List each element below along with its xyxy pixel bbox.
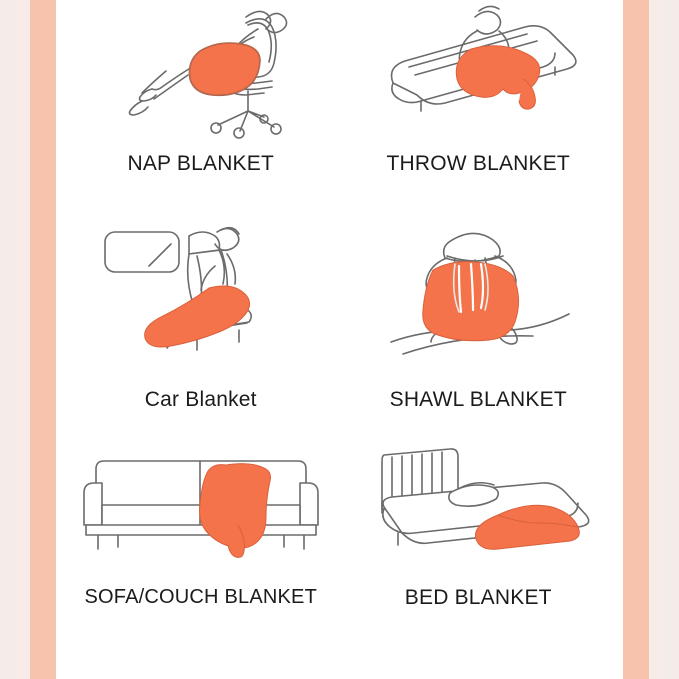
left-decorative-band	[30, 0, 56, 679]
blanket-item-throw	[340, 4, 618, 226]
blanket-label: SOFA/COUCH BLANKET	[84, 586, 318, 609]
blanket-types-grid	[56, 0, 623, 679]
blanket-item-nap	[62, 4, 340, 226]
blanket-item-car	[62, 226, 340, 448]
right-decorative-band	[623, 0, 649, 679]
blanket-item-bed	[340, 447, 618, 669]
blanket-label: Car Blanket	[144, 387, 257, 411]
blanket-item-sofa	[62, 447, 340, 669]
blanket-types-card	[56, 0, 623, 679]
blanket-label: BED BLANKET	[404, 586, 552, 610]
sofa-with-blanket-icon	[62, 447, 340, 572]
blanket-label: THROW BLANKET	[386, 152, 570, 175]
blanket-item-shawl	[340, 226, 618, 448]
blanket-label: NAP BLANKET	[127, 152, 275, 175]
person-reclining-office-chair-icon	[62, 4, 340, 146]
outer-right-margin	[663, 0, 679, 679]
person-sitting-on-bed-icon	[340, 4, 618, 146]
person-wearing-shawl-icon	[340, 226, 618, 376]
outer-left-margin	[0, 0, 16, 679]
blanket-label: SHAWL BLANKET	[389, 387, 567, 411]
bed-with-blanket-icon	[340, 447, 618, 572]
person-in-car-seat-icon	[62, 226, 340, 376]
